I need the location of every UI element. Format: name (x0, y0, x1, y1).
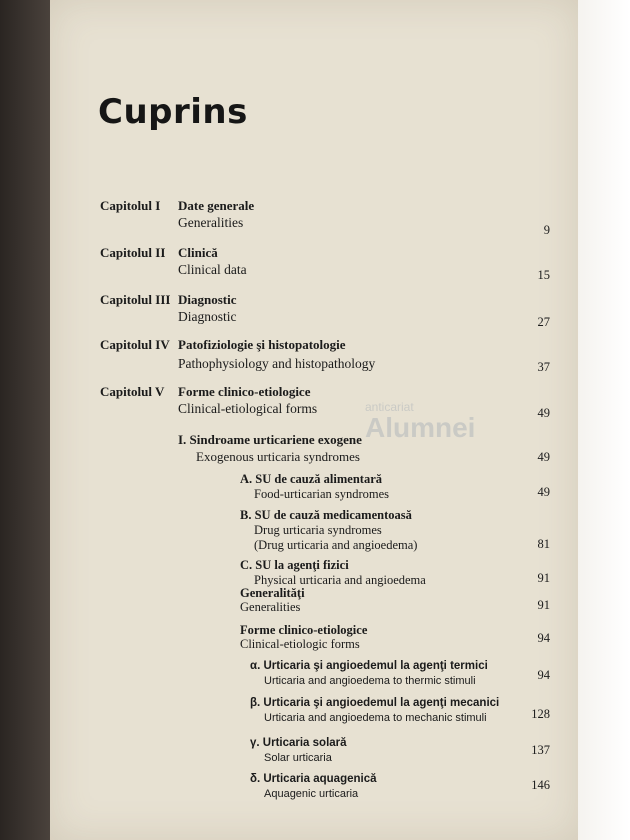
gamma-page: 137 (531, 743, 550, 757)
generalitati-page: 91 (537, 598, 550, 612)
chapter-1-label: Capitolul I (100, 198, 161, 213)
alpha-title-ro: α. Urticaria şi angioedemul la agenţi termici (250, 660, 488, 672)
page-title: Cuprins (98, 92, 248, 132)
section-a-title-en: Food-urticarian syndromes (254, 487, 390, 501)
chapter-5-label: Capitolul V (100, 384, 165, 399)
section-b-title-ro: B. SU de cauză medicamentoasă (240, 508, 412, 522)
chapter-4-title-en: Pathophysiology and histopathology (178, 356, 376, 371)
generalitati-title-en: Generalities (240, 600, 301, 614)
section-c-title-en: Physical urticaria and angioedema (254, 573, 426, 587)
chapter-5-title-ro: Forme clinico-etiologice (178, 384, 311, 399)
section-b-title-en: Drug urticaria syndromes (254, 523, 382, 537)
beta-title-ro: β. Urticaria şi angioedemul la agenţi mecanici (250, 697, 500, 709)
chapter-5-title-en: Clinical-etiological forms (178, 401, 318, 416)
forme-page: 94 (537, 631, 550, 645)
photo-background-left (0, 0, 50, 840)
generalitati-title-ro: Generalităţi (240, 586, 305, 600)
section-i-title-en: Exogenous urticaria syndromes (196, 449, 360, 464)
chapter-3-title-en: Diagnostic (178, 309, 237, 324)
watermark (365, 400, 475, 444)
section-c-page: 91 (537, 571, 550, 585)
section-i-title-ro: I. Sindroame urticariene exogene (178, 432, 362, 447)
chapter-5-page: 49 (537, 406, 550, 420)
gamma-title-en: Solar urticaria (264, 752, 332, 764)
section-i-page: 49 (537, 450, 550, 464)
chapter-2-title-en: Clinical data (178, 262, 247, 277)
chapter-2-title-ro: Clinică (178, 245, 218, 260)
delta-title-en: Aquagenic urticaria (264, 788, 359, 800)
photo-background-right (578, 0, 630, 840)
watermark-line2: Alumnei (365, 412, 476, 443)
section-b-title-en-2: (Drug urticaria and angioedema) (254, 538, 418, 552)
forme-title-en: Clinical-etiologic forms (240, 637, 360, 651)
gamma-title-ro: γ. Urticaria solară (250, 737, 347, 749)
beta-page: 128 (531, 707, 550, 721)
chapter-2-label: Capitolul II (100, 245, 166, 260)
chapter-3-page: 27 (537, 315, 550, 329)
forme-title-ro: Forme clinico-etiologice (240, 623, 368, 637)
watermark-line1: anticariat (365, 400, 414, 414)
delta-page: 146 (531, 778, 550, 792)
delta-title-ro: δ. Urticaria aquagenică (250, 773, 377, 785)
alpha-page: 94 (537, 668, 550, 682)
section-c-title-ro: C. SU la agenţi fizici (240, 558, 349, 572)
section-a-page: 49 (537, 485, 550, 499)
chapter-1-title-ro: Date generale (178, 198, 255, 213)
alpha-title-en: Urticaria and angioedema to thermic stimuli (264, 675, 476, 687)
section-b-page: 81 (537, 537, 550, 551)
beta-title-en: Urticaria and angioedema to mechanic stimuli (264, 712, 487, 724)
chapter-4-page: 37 (537, 360, 550, 374)
section-a-title-ro: A. SU de cauză alimentară (240, 472, 382, 486)
chapter-2-page: 15 (537, 268, 550, 282)
chapter-3-title-ro: Diagnostic (178, 292, 237, 307)
chapter-1-page: 9 (543, 223, 550, 237)
chapter-4-title-ro: Patofiziologie şi histopatologie (178, 337, 346, 352)
chapter-1-title-en: Generalities (178, 215, 244, 230)
chapter-3-label: Capitolul III (100, 292, 171, 307)
chapter-4-label: Capitolul IV (100, 337, 170, 352)
